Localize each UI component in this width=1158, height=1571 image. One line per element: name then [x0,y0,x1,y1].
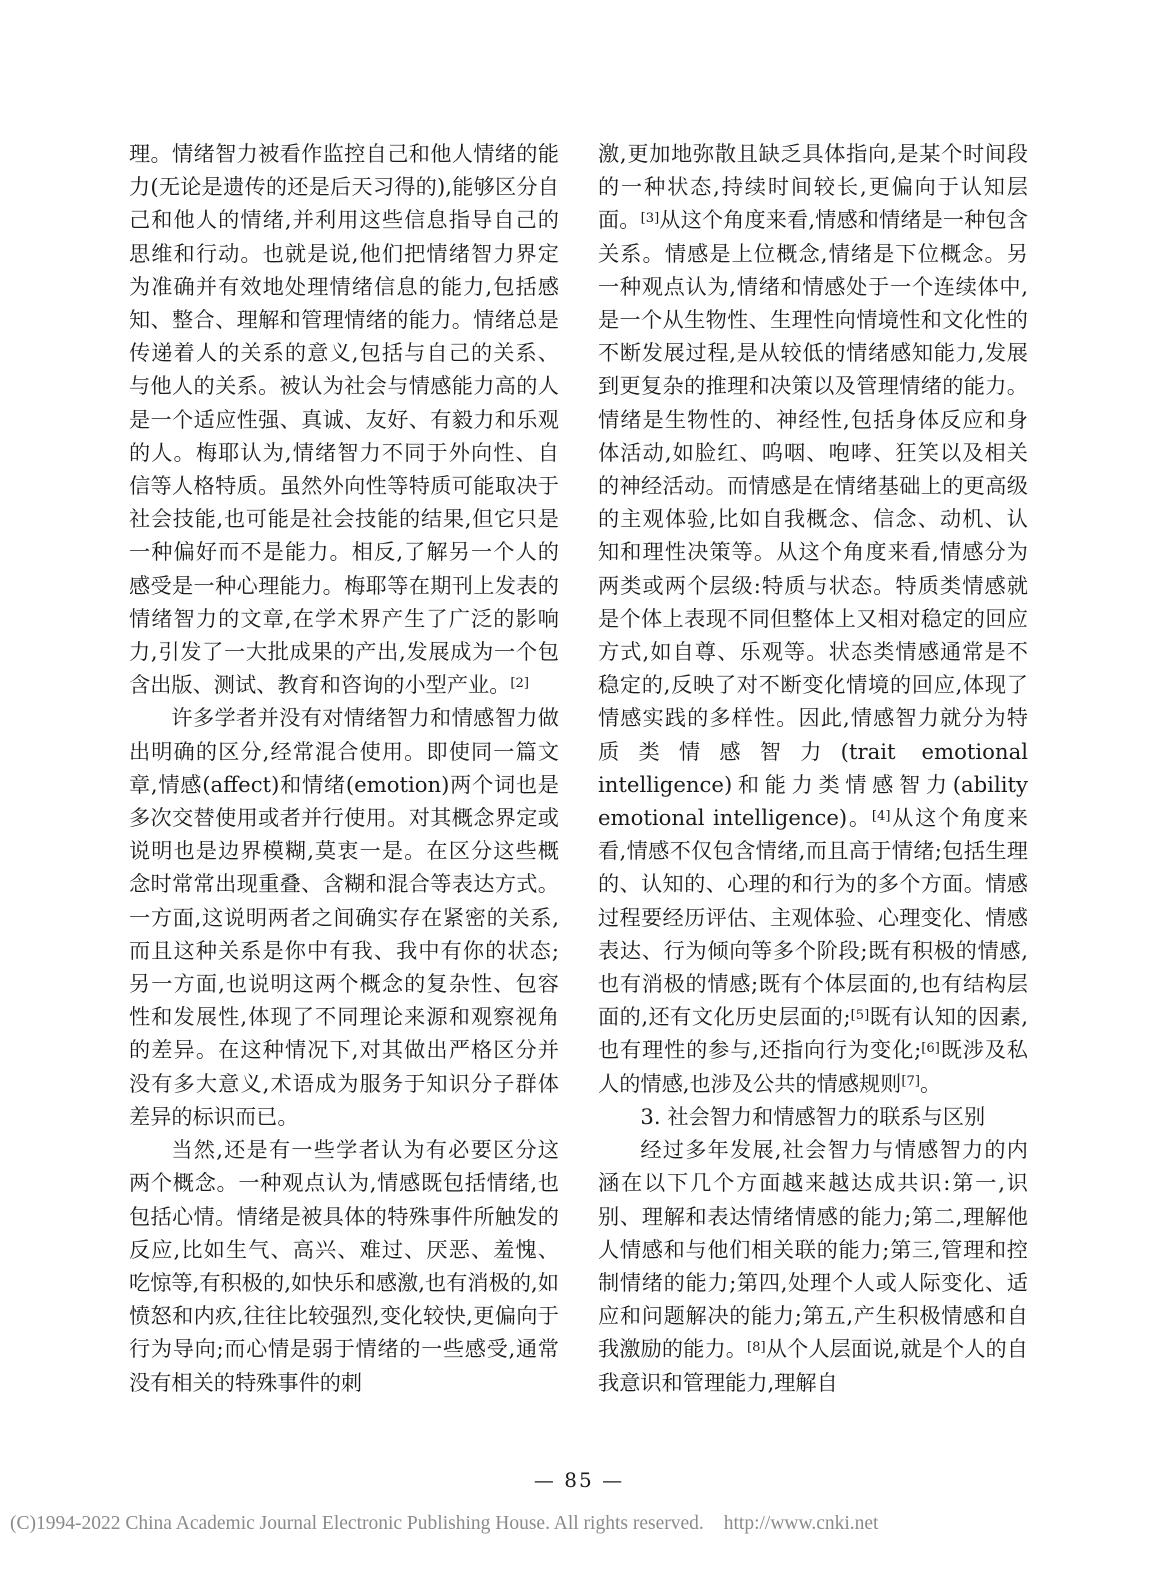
paragraph-text: 从这个角度来看,情感和情绪是一种包含关系。情感是上位概念,情绪是下位概念。另一种观点认为,情绪和情感处于一个连续体中,是一个从生物性、生理性向情境性和文化性的不断发展过程,是从较低的情绪感知能力,发展到更复杂的推理和决策以及管理情绪的能力。情绪是生物性的、神经性,包括身体反应和身体活动,如脸红、呜咽、咆哮、狂笑以及相关的神经活动。而情感是在情绪基础上的更高级的主观体验,比如自我概念、信念、动机、认知和理性决策等。从这个角度来看,情感分为两类或两个层级:特质与状态。特质类情感就是个体上表现不同但整体上又相对稳定的回应方式,如自尊、乐观等。状态类情感通常是不稳定的,反映了对不断变化情境的回应,体现了情感实践的多样性。因此,情感智力就分为特质类情感智力(trait emotional intelligence)和能力类情感智力(ability emotional intelligence)。 [598,207,1028,831]
paragraph-text: 既有认知的因素,也有理性的参与,还指向行为变化; [598,1004,1028,1063]
paragraph-terms-mixing: 许多学者并没有对情绪智力和情感智力做出明确的区分,经常混合使用。即使同一篇文章,情感(affect)和情绪(emotion)两个词也是多次交替使用或者并行使用。对其概念界定或说明也是边界模糊,莫衷一是。在区分这些概念时常常出现重叠、含糊和混合等表达方式。一方面,这说明两者之间确实存在紧密的关系,而且这种关系是你中有我、我中有你的状态;另一方面,也说明这两个概念的复杂性、包容性和发展性,体现了不同理论来源和观察视角的差异。在这种情况下,对其做出严格区分并没有多大意义,术语成为服务于知识分子群体差异的标识而已。 [129,705,559,1129]
paragraph-intelligence-definition [129,137,559,701]
cnki-url-link[interactable]: http://www.cnki.net [723,1513,879,1534]
copyright-text: (C)1994-2022 China Academic Journal Electronic Publishing House. All rights reserved. [10,1513,704,1534]
paragraph-text: 既涉及私人的情感,也涉及公共的情感规则 [598,1037,1028,1096]
citation-4[interactable]: [4] [871,808,891,824]
paragraph-affect-emotion-relation [598,137,1028,1100]
paragraph-text: 从个人层面说,就是个人的自我意识和管理能力,理解自 [598,1336,1028,1395]
section-heading: 3. 社会智力和情感智力的联系与区别 [640,1103,986,1129]
paragraph-consensus [598,1133,1028,1399]
citation-5[interactable]: [5] [850,1007,870,1023]
paragraph-text: 。 [919,1070,942,1096]
right-column [598,137,1028,1399]
left-column [129,137,559,1399]
paragraph-distinction-view: 当然,还是有一些学者认为有必要区分这两个概念。一种观点认为,情感既包括情绪,也包括心情。情绪是被具体的特殊事件所触发的反应,比如生气、高兴、难过、厌恶、羞愧、吃惊等,有积极的,如快乐和感激,也有消极的,如愤怒和内疚,往往比较强烈,变化较快,更偏向于行为导向;而心情是弱于情绪的一些感受,通常没有相关的特殊事件的刺 [129,1137,559,1395]
paragraph-text: 经过多年发展,社会智力与情感智力的内涵在以下几个方面越来越达成共识:第一,识别、理解和表达情绪情感的能力;第二,理解他人情感和与他们相关联的能力;第三,管理和控制情绪的能力;第四,处理个人或人际变化、适应和问题解决的能力;第五,产生积极情感和自我激励的能力。 [598,1137,1028,1362]
citation-8[interactable]: [8] [747,1340,766,1355]
citation-2[interactable]: [2] [510,675,529,691]
citation-7[interactable]: [7] [901,1074,920,1090]
citation-3[interactable]: [3] [640,211,660,227]
paragraph-text: 理。情绪智力被看作监控自己和他人情绪的能力(无论是遗传的还是后天习得的),能够区分自己和他人的情绪,并利用这些信息指导自己的思维和行动。也就是说,他们把情绪智力界定为准确并有效地处理情绪信息的能力,包括感知、整合、理解和管理情绪的能力。情绪总是传递着人的关系的意义,包括与自己的关系、与他人的关系。被认为社会与情感能力高的人是一个适应性强、真诚、友好、有毅力和乐观的人。梅耶认为,情绪智力不同于外向性、自信等人格特质。虽然外向性等特质可能取决于社会技能,也可能是社会技能的结果,但它只是一种偏好而不是能力。相反,了解另一个人的感受是一种心理能力。梅耶等在期刊上发表的情绪智力的文章,在学术界产生了广泛的影响力,引发了一大批成果的产出,发展成为一个包含出版、测试、教育和咨询的小型产业。 [129,141,559,698]
paragraph-text: 激,更加地弥散且缺乏具体指向,是某个时间段的一种状态,持续时间较长,更偏向于认知层面。 [598,141,1028,233]
paragraph-text: 从这个角度来看,情感不仅包含情绪,而且高于情绪;包括生理的、认知的、心理的和行为的多个方面。情感过程要经历评估、主观体验、心理变化、情感表达、行为倾向等多个阶段;既有积极的情感,也有消极的情感;既有个体层面的,也有结构层面的,还有文化历史层面的; [598,805,1028,1030]
citation-6[interactable]: [6] [921,1041,940,1057]
copyright-footer [10,1513,1150,1535]
page-number: — 85 — [533,1468,625,1492]
